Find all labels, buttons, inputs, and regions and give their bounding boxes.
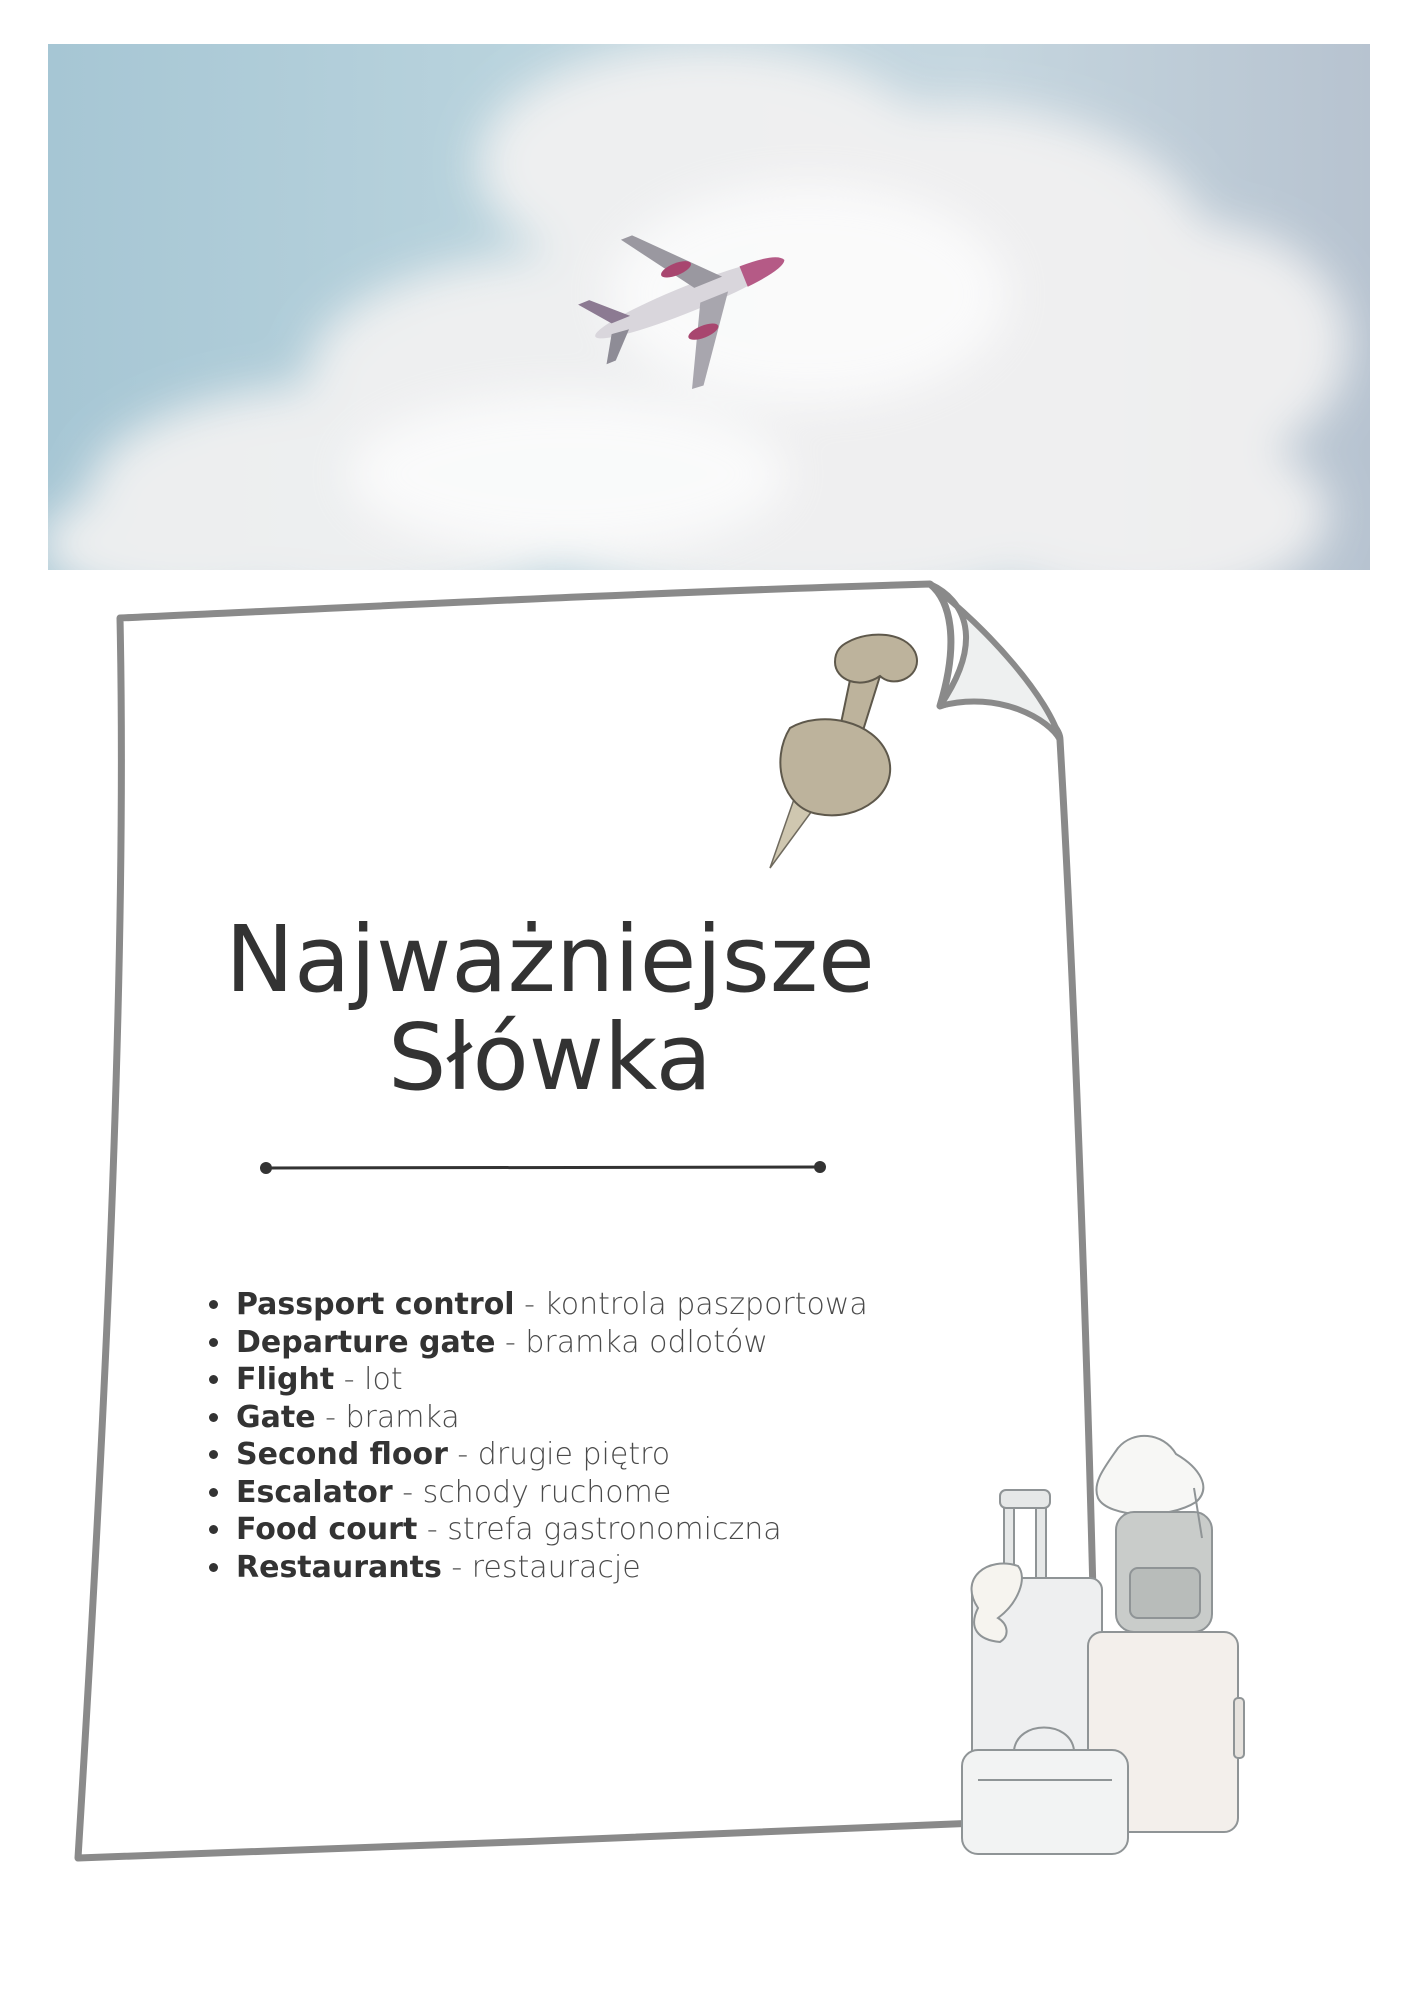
- vocab-separator: -: [315, 1399, 346, 1435]
- vocab-translation: kontrola paszportowa: [544, 1287, 868, 1322]
- list-item: [234, 1324, 868, 1362]
- list-item: [234, 1511, 868, 1549]
- vocab-translation: lot: [364, 1362, 403, 1397]
- vocab-separator: -: [495, 1324, 526, 1360]
- vocabulary-list: [196, 1286, 868, 1586]
- vocab-translation: bramka odlotów: [525, 1324, 768, 1360]
- page-title-line-1: Najważniejsze: [225, 906, 875, 1013]
- luggage-pile-illustration: [948, 1428, 1264, 1868]
- list-item: [234, 1361, 868, 1399]
- vocab-term: Gate: [236, 1399, 316, 1435]
- title-divider: [260, 1156, 826, 1180]
- vocab-translation: drugie piętro: [477, 1437, 671, 1472]
- vocab-term: Departure gate: [236, 1324, 496, 1360]
- list-item: [234, 1399, 868, 1437]
- list-item: [234, 1436, 868, 1474]
- vocab-term: Passport control: [236, 1287, 515, 1322]
- vocab-translation: schody ruchome: [422, 1474, 672, 1510]
- vocab-term: Second floor: [236, 1437, 448, 1472]
- vocab-translation: restauracje: [471, 1549, 641, 1585]
- vocab-translation: bramka: [345, 1399, 460, 1435]
- list-item: [234, 1549, 868, 1587]
- vocab-separator: -: [447, 1437, 478, 1472]
- vocab-separator: -: [514, 1287, 545, 1322]
- vocab-term: Restaurants: [236, 1549, 442, 1585]
- vocab-separator: -: [417, 1512, 448, 1547]
- vocab-translation: strefa gastronomiczna: [447, 1512, 782, 1547]
- vocab-term: Flight: [236, 1362, 335, 1397]
- vocab-separator: -: [441, 1549, 472, 1585]
- vocab-term: Escalator: [236, 1474, 393, 1510]
- vocab-term: Food court: [236, 1512, 418, 1547]
- list-item: [234, 1286, 868, 1324]
- list-item: [234, 1474, 868, 1512]
- page-title-line-2: Słówka: [387, 1004, 713, 1111]
- vocab-separator: -: [392, 1474, 423, 1510]
- vocab-separator: -: [334, 1362, 365, 1397]
